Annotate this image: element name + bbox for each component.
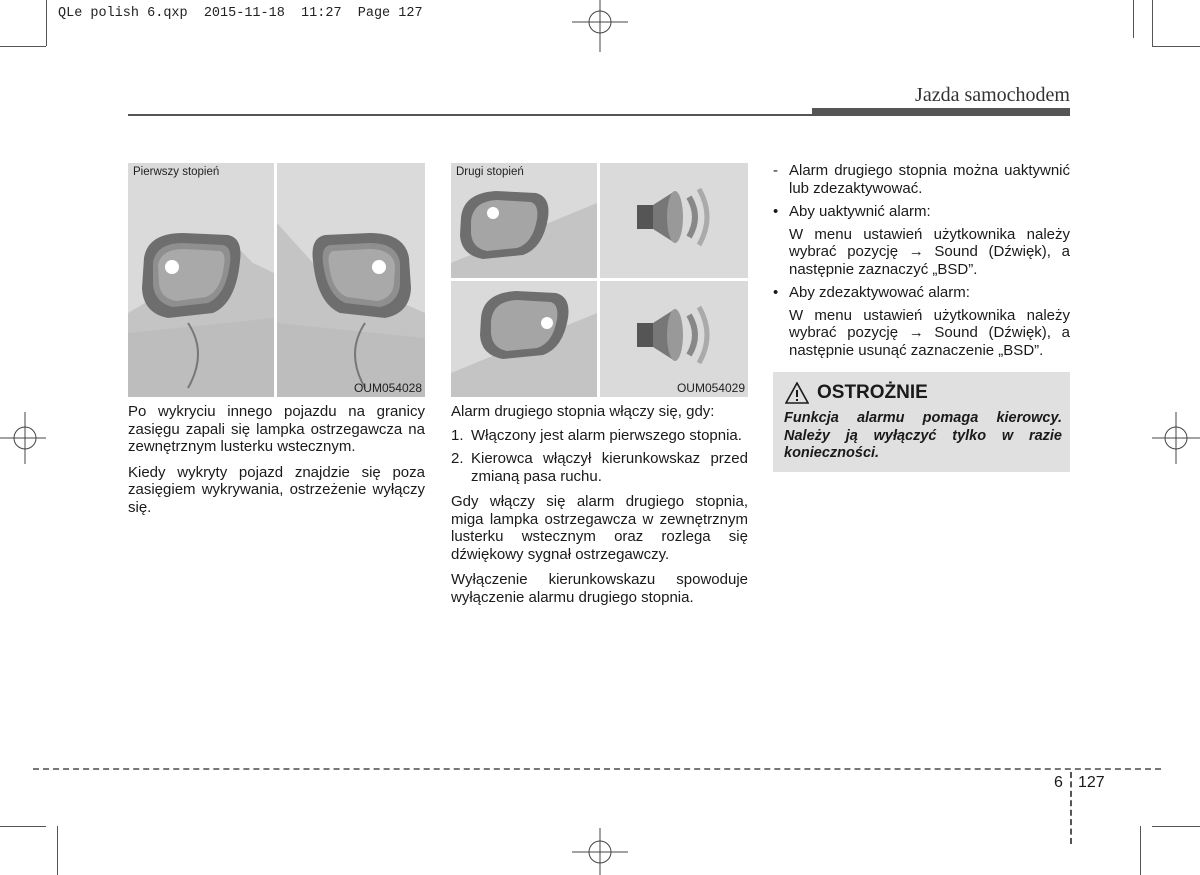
header-rule-accent xyxy=(812,108,1070,116)
caution-box xyxy=(773,372,1070,472)
registration-mark-right xyxy=(1152,412,1200,464)
list-item xyxy=(451,427,748,445)
figure-first-stage xyxy=(128,163,425,397)
caution-title: OSTROŻNIE xyxy=(817,382,928,403)
registration-mark-left xyxy=(0,412,46,464)
bullet-text: Aby uaktywnić alarm: xyxy=(789,203,931,220)
registration-mark-bottom xyxy=(572,828,628,875)
figure-label: Pierwszy stopień xyxy=(133,166,220,178)
bullet-detail-text: W menu ustawień użytkownika należy wybrać pozycję → Sound (Dźwięk), a następnie zaznaczyć „BSD”. xyxy=(789,225,1070,278)
footer-rule xyxy=(33,768,1161,770)
dash-text: Alarm drugiego stopnia można uaktywnić lub zdezaktywować. xyxy=(789,162,1070,197)
crop-mark xyxy=(0,826,46,827)
column-settings xyxy=(773,162,1070,359)
section-title: Jazda samochodem xyxy=(915,84,1070,106)
bullet-mark: • xyxy=(773,284,779,301)
column-second-stage xyxy=(451,403,748,614)
bullet-detail-text: W menu ustawień użytkownika należy wybrać pozycję → Sound (Dźwięk), a następnie usunąć zaznaczenie „BSD”. xyxy=(789,306,1070,359)
crop-mark xyxy=(1140,826,1141,875)
paragraph-intro: Alarm drugiego stopnia włączy się, gdy: xyxy=(451,403,715,420)
bullet-text: Aby zdezaktywować alarm: xyxy=(789,284,970,301)
registration-mark-top xyxy=(572,0,628,52)
figure-label: Drugi stopień xyxy=(456,166,524,178)
column-first-stage xyxy=(128,403,425,524)
footer-divider xyxy=(1070,772,1072,844)
dash-mark: - xyxy=(773,162,778,179)
list-text: Włączony jest alarm pierwszego stopnia. xyxy=(471,426,742,444)
bullet-detail xyxy=(773,226,1070,279)
page-number: 127 xyxy=(1078,774,1105,791)
mirror-illustration xyxy=(128,163,425,397)
bullet-item xyxy=(773,284,1070,302)
chapter-number: 6 xyxy=(1054,774,1063,791)
crop-mark xyxy=(1133,0,1134,38)
paragraph: Kiedy wykryty pojazd znajdzie się poza zasięgiem wykrywania, ostrzeżenie wyłączy się. xyxy=(128,463,425,516)
bullet-item xyxy=(773,203,1070,221)
bullet-mark: • xyxy=(773,203,779,220)
list-item xyxy=(451,450,748,485)
paragraph: Wyłączenie kierunkowskazu spowoduje wyłączenie alarmu drugiego stopnia. xyxy=(451,571,748,606)
crop-mark xyxy=(1152,826,1200,827)
paragraph: Gdy włączy się alarm drugiego stopnia, miga lampka ostrzegawcza w zewnętrznym lusterku wstecznym oraz rozlega się dźwiękowy sygnał ostrzegawczy. xyxy=(451,493,748,563)
figure-second-stage xyxy=(451,163,748,397)
crop-mark xyxy=(1152,0,1153,46)
dash-item xyxy=(773,162,1070,197)
caution-body: Funkcja alarmu pomaga kierowcy. Należy ją wyłączyć tylko w razie konieczności. xyxy=(784,410,1062,461)
crop-mark xyxy=(1152,46,1200,47)
bullet-detail xyxy=(773,307,1070,360)
mirror-speaker-illustration xyxy=(451,163,748,397)
list-number: 2. xyxy=(451,450,464,467)
list-number: 1. xyxy=(451,426,464,444)
crop-mark xyxy=(46,0,47,46)
crop-mark xyxy=(0,46,46,47)
crop-mark xyxy=(57,826,58,875)
figure-code: OUM054028 xyxy=(353,381,422,395)
print-header: QLe polish 6.qxp 2015-11-18 11:27 Page 127 xyxy=(58,6,423,21)
paragraph: Po wykryciu innego pojazdu na granicy zasięgu zapali się lampka ostrzegawcza na zewnętrznym lusterku wstecznym. xyxy=(128,403,425,455)
warning-triangle-icon xyxy=(785,382,809,404)
figure-code: OUM054029 xyxy=(676,381,745,395)
list-text: Kierowca włączył kierunkowskaz przed zmianą pasa ruchu. xyxy=(471,450,748,485)
